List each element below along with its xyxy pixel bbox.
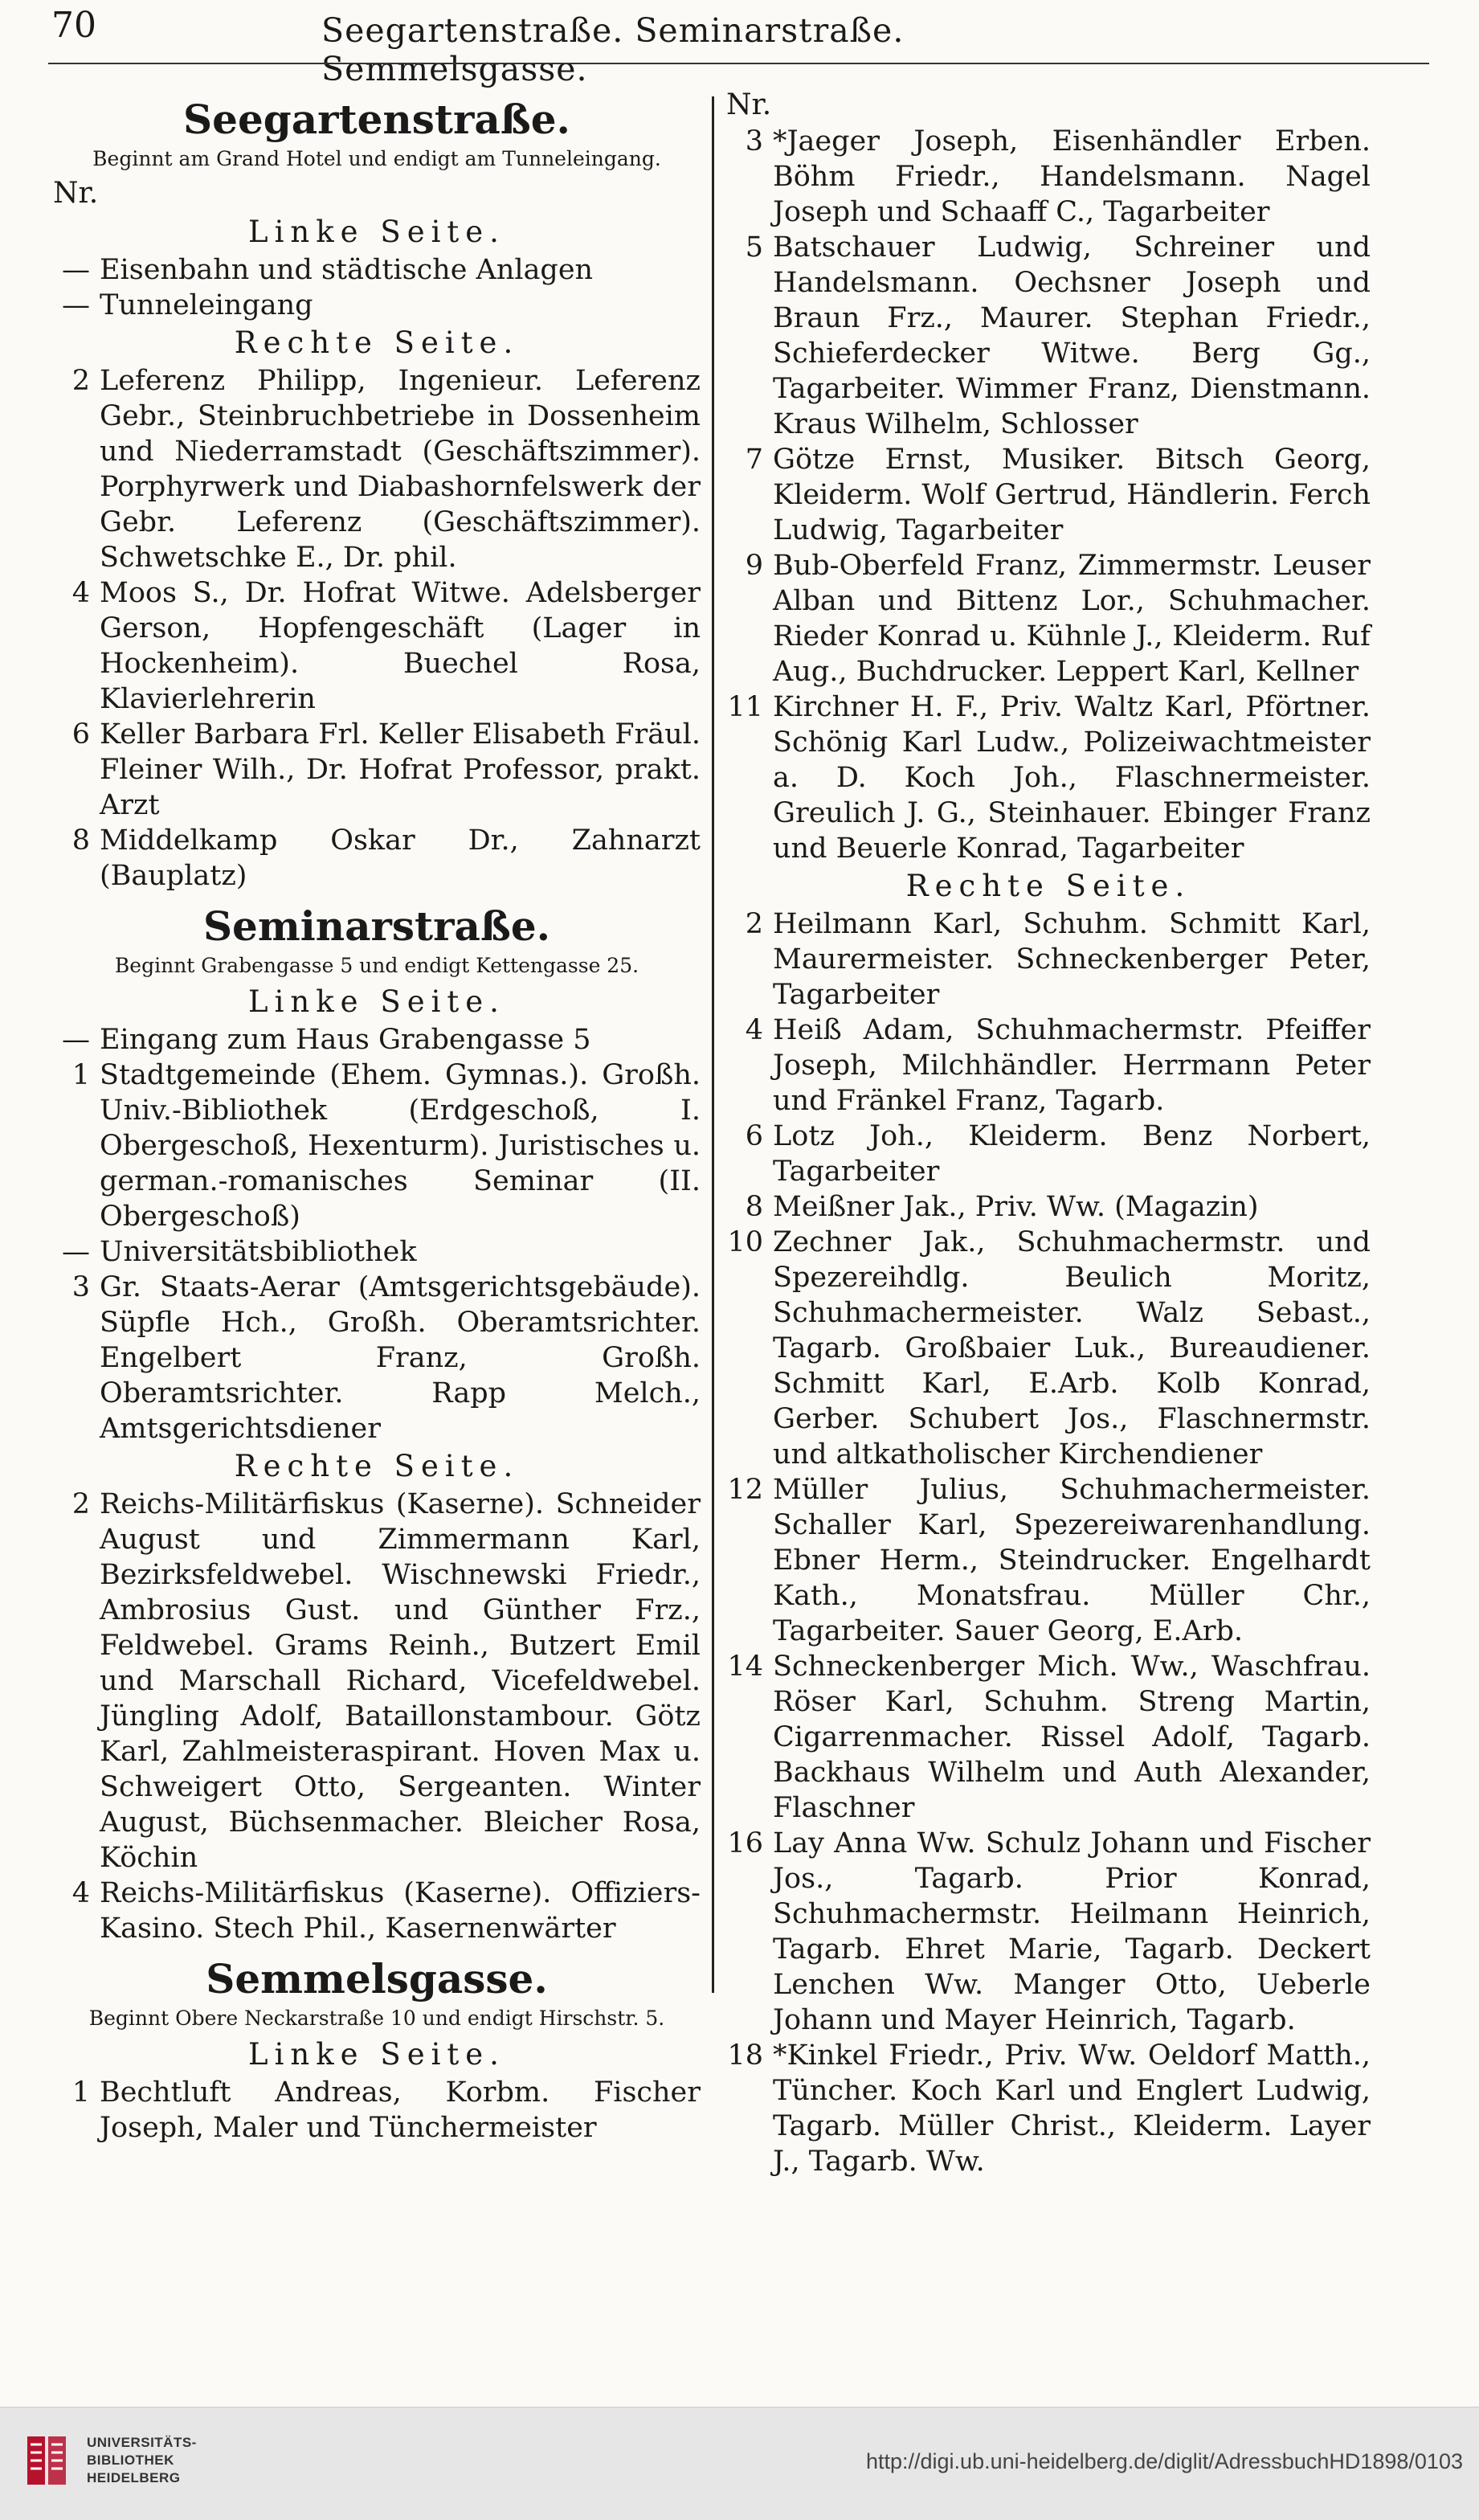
address-entry — [53, 1234, 701, 1270]
address-entry — [53, 717, 701, 823]
house-number: — — [62, 1024, 90, 1056]
library-name-line: HEIDELBERG — [87, 2470, 181, 2485]
street-title-seminarstrasse: Seminarstraße. — [202, 902, 551, 950]
resident-list: Stadtgemeinde (Ehem. Gymnas.). Großh. Univ.-Bibliothek (Erdgeschoß, I. Obergeschoß, Hexenturm). Juristisches u. german.-romanisches Seminar (II. Obergeschoß) — [100, 1059, 701, 1233]
resident-list: Gr. Staats-Aerar (Amtsgerichtsgebäude). Süpfle Hch., Großh. Oberamtsrichter. Engelbert Franz, Großh. Oberamtsrichter. Rapp Melch., Amtsgerichtsdiener — [100, 1271, 701, 1445]
address-entry — [726, 1225, 1371, 1472]
nr-label: Nr. — [53, 177, 99, 210]
resident-list: Reichs-Militärfiskus (Kaserne). Offiziers-Kasino. Stech Phil., Kasernenwärter — [100, 1877, 701, 1945]
resident-list: Batschauer Ludwig, Schreiner und Handelsmann. Oechsner Joseph und Braun Frz., Maurer. Stephan Friedr., Schieferdecker Witwe. Berg Gg., Tagarbeiter. Wimmer Franz, Dienstmann. Kraus Wilhelm, Schlosser — [773, 231, 1371, 440]
house-number: 4 — [745, 1014, 763, 1046]
nr-label: Nr. — [726, 88, 772, 121]
house-number: 1 — [71, 1059, 90, 1091]
house-number: 11 — [727, 691, 763, 723]
house-number: 9 — [745, 550, 763, 582]
address-entry — [726, 1189, 1371, 1225]
house-number: 4 — [71, 1877, 90, 1909]
address-entry — [53, 575, 701, 717]
street-description: Beginnt am Grand Hotel und endigt am Tunneleingang. — [92, 147, 661, 170]
side-label-left: Linke Seite. — [248, 984, 505, 1019]
address-entry — [726, 906, 1371, 1012]
house-number: 18 — [727, 2039, 763, 2072]
entry-list — [53, 1487, 701, 1946]
house-number: 5 — [745, 231, 763, 264]
house-number: 6 — [71, 718, 90, 751]
address-entry — [53, 1876, 701, 1946]
page-number: 70 — [51, 5, 96, 46]
house-number: 4 — [71, 577, 90, 609]
street-title-seegartenstrasse: Seegartenstraße. — [183, 96, 570, 143]
house-number: — — [62, 254, 90, 286]
resident-list: Universitätsbibliothek — [100, 1236, 417, 1268]
viewer-footer — [0, 2407, 1479, 2520]
resident-list: *Kinkel Friedr., Priv. Ww. Oeldorf Matth., Tüncher. Koch Karl und Englert Ludwig, Tagarb. Müller Christ., Kleiderm. Layer J., Tagarb. Ww. — [773, 2039, 1371, 2178]
resident-list: Zechner Jak., Schuhmachermstr. und Spezereihdlg. Beulich Moritz, Schuhmachermeister. Walz Sebast., Tagarb. Großbaier Luk., Bureaudiener. Schmitt Karl, E.Arb. Kolb Konrad, Gerber. Schubert Jos., Flaschnermstr. und altkatholischer Kirchendiener — [773, 1226, 1371, 1471]
house-number: 8 — [745, 1191, 763, 1223]
entry-list — [53, 1022, 701, 1446]
entry-list — [53, 252, 701, 323]
address-entry — [726, 1826, 1371, 2038]
side-label-left: Linke Seite. — [248, 215, 505, 249]
entry-list — [726, 906, 1371, 2179]
address-entry — [53, 252, 701, 288]
side-label-right: Rechte Seite. — [234, 1449, 520, 1483]
address-entry — [53, 363, 701, 575]
resident-list: Bub-Oberfeld Franz, Zimmermstr. Leuser Alban und Bittenz Lor., Schuhmacher. Rieder Konrad u. Kühnle J., Kleiderm. Ruf Aug., Buchdrucker. Leppert Karl, Kellner — [773, 550, 1371, 688]
street-description: Beginnt Grabengasse 5 und endigt Kettengasse 25. — [114, 954, 639, 977]
resident-list: Middelkamp Oskar Dr., Zahnarzt (Bauplatz) — [100, 824, 701, 892]
resident-list: Meißner Jak., Priv. Ww. (Magazin) — [773, 1191, 1259, 1223]
house-number: 2 — [745, 908, 763, 940]
side-label-left: Linke Seite. — [248, 2037, 505, 2072]
house-number: 3 — [71, 1271, 90, 1303]
resident-list: Eisenbahn und städtische Anlagen — [100, 254, 594, 286]
address-entry — [726, 1119, 1371, 1189]
resident-list: Eingang zum Haus Grabengasse 5 — [100, 1024, 591, 1056]
resident-list: Reichs-Militärfiskus (Kaserne). Schneider August und Zimmermann Karl, Bezirksfeldwebel. Wischnewski Friedr., Ambrosius Gust. und Günther Frz., Feldwebel. Grams Reinh., Butzert Emil und Marschall Richard, Vicefeldwebel. Jüngling Adolf, Bataillonstambour. Götz Karl, Zahlmeisteraspirant. Hoven Max u. Schweigert Otto, Sergeanten. Winter August, Büchsenmacher. Bleicher Rosa, Köchin — [100, 1488, 701, 1874]
house-number: 2 — [71, 1488, 90, 1520]
resident-list: Heilmann Karl, Schuhm. Schmitt Karl, Maurermeister. Schneckenberger Peter, Tagarbeiter — [773, 908, 1371, 1011]
address-entry — [53, 1270, 701, 1446]
side-label-right: Rechte Seite. — [234, 325, 520, 360]
resident-list: Moos S., Dr. Hofrat Witwe. Adelsberger Gerson, Hopfengeschäft (Lager in Hockenheim). Buechel Rosa, Klavierlehrerin — [100, 577, 701, 715]
address-entry — [726, 689, 1371, 866]
address-entry — [726, 1649, 1371, 1826]
house-number: 2 — [71, 365, 90, 397]
house-number: 1 — [71, 2076, 90, 2109]
house-number: 14 — [727, 1651, 763, 1683]
address-entry — [53, 1058, 701, 1234]
address-entry — [726, 1472, 1371, 1649]
resident-list: Götze Ernst, Musiker. Bitsch Georg, Kleiderm. Wolf Gertrud, Händlerin. Ferch Ludwig, Tagarbeiter — [773, 444, 1371, 546]
address-entry — [726, 230, 1371, 442]
house-number: 10 — [727, 1226, 763, 1258]
resident-list: Schneckenberger Mich. Ww., Waschfrau. Röser Karl, Schuhm. Streng Martin, Cigarrenmacher. Rissel Adolf, Tagarb. Backhaus Wilhelm und Auth Alexander, Flaschner — [773, 1651, 1371, 1824]
library-name-line: BIBLIOTHEK — [87, 2452, 174, 2468]
entry-list — [53, 363, 701, 894]
column-divider — [712, 96, 714, 1993]
address-entry — [726, 1012, 1371, 1119]
address-entry — [726, 2038, 1371, 2179]
house-number: — — [62, 289, 90, 321]
house-number: — — [62, 1236, 90, 1268]
resident-list: Keller Barbara Frl. Keller Elisabeth Fräul. Fleiner Wilh., Dr. Hofrat Professor, prakt. Arzt — [100, 718, 701, 821]
resident-list: Müller Julius, Schuhmachermeister. Schaller Karl, Spezereiwarenhandlung. Ebner Herm., Steindrucker. Engelhardt Kath., Monatsfrau. Müller Chr., Tagarbeiter. Sauer Georg, E.Arb. — [773, 1474, 1371, 1647]
street-description: Beginnt Obere Neckarstraße 10 und endigt Hirschstr. 5. — [88, 2007, 665, 2030]
house-number: 7 — [745, 444, 763, 476]
left-column — [53, 87, 701, 2146]
library-name-line: UNIVERSITÄTS- — [87, 2435, 197, 2450]
resident-list: Bechtluft Andreas, Korbm. Fischer Joseph, Maler und Tünchermeister — [100, 2076, 701, 2144]
resident-list: Kirchner H. F., Priv. Waltz Karl, Pförtner. Schönig Karl Ludw., Polizeiwachtmeister a. D. Koch Joh., Flaschnermeister. Greulich J. G., Steinhauer. Ebinger Franz und Beuerle Konrad, Tagarbeiter — [773, 691, 1371, 865]
resident-list: Tunneleingang — [100, 289, 313, 321]
house-number: 8 — [71, 824, 90, 857]
address-entry — [53, 2075, 701, 2146]
address-entry — [53, 1487, 701, 1876]
resident-list: Lay Anna Ww. Schulz Johann und Fischer Jos., Tagarb. Prior Konrad, Schuhmachermstr. Heilmann Heinrich, Tagarb. Ehret Marie, Tagarb. Deckert Lenchen Ww. Manger Otto, Ueberle Johann und Mayer Heinrich, Tagarb. — [773, 1827, 1371, 2036]
header-rule — [48, 63, 1429, 64]
address-entry — [53, 823, 701, 894]
house-number: 3 — [745, 125, 763, 158]
entry-list — [726, 124, 1371, 866]
address-entry — [53, 1022, 701, 1058]
resident-list: *Jaeger Joseph, Eisenhändler Erben. Böhm Friedr., Handelsmann. Nagel Joseph und Schaaff C., Tagarbeiter — [773, 125, 1371, 228]
library-logo[interactable] — [21, 2432, 197, 2489]
street-title-semmelsgasse: Semmelsgasse. — [206, 1955, 548, 2002]
address-entry — [53, 288, 701, 323]
resident-list: Leferenz Philipp, Ingenieur. Leferenz Gebr., Steinbruchbetriebe in Dossenheim und Niederramstadt (Geschäftszimmer). Porphyrwerk und Diabashornfelswerk der Gebr. Leferenz (Geschäftszimmer). Schwetschke E., Dr. phil. — [100, 365, 701, 574]
address-entry — [726, 124, 1371, 230]
house-number: 12 — [727, 1474, 763, 1506]
resident-list: Heiß Adam, Schuhmachermstr. Pfeiffer Joseph, Milchhändler. Herrmann Peter und Fränkel Franz, Tagarb. — [773, 1014, 1371, 1117]
address-entry — [726, 442, 1371, 548]
resident-list: Lotz Joh., Kleiderm. Benz Norbert, Tagarbeiter — [773, 1120, 1371, 1188]
entry-list — [53, 2075, 701, 2146]
running-head: Seegartenstraße. Seminarstraße. Semmelsgasse. — [321, 11, 905, 88]
house-number: 6 — [745, 1120, 763, 1152]
library-name — [87, 2434, 197, 2487]
source-url-link[interactable]: http://digi.ub.uni-heidelberg.de/diglit/AdressbuchHD1898/0103 — [865, 2449, 1463, 2473]
library-seal-icon — [21, 2432, 72, 2489]
address-entry — [726, 548, 1371, 689]
side-label-right: Rechte Seite. — [905, 869, 1191, 903]
right-column — [726, 87, 1371, 2179]
house-number: 16 — [727, 1827, 763, 1859]
